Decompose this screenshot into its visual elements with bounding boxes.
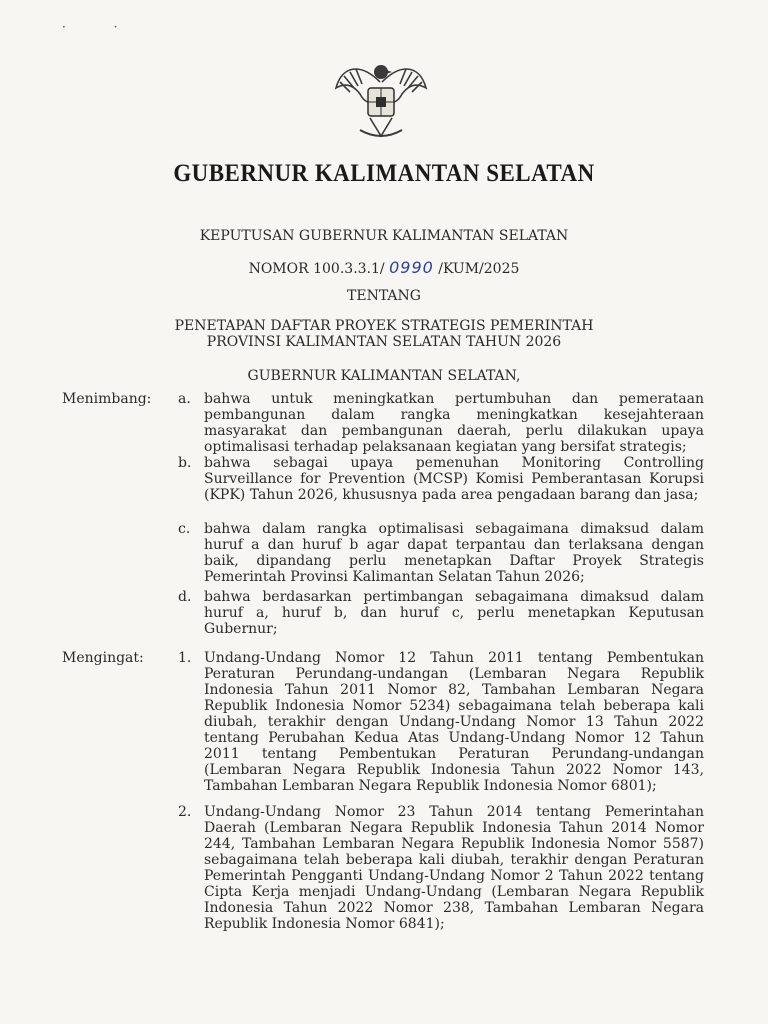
- considering-label: Menimbang:: [62, 391, 152, 407]
- item-marker: d.: [178, 589, 192, 605]
- item-text: bahwa untuk meningkatkan pertumbuhan dan pemerataan pembangunan dalam rangka meningkatkan kesejahteraan masyarakat dan pembangunan daerah, perlu dilakukan upaya optimalisasi terhadap pelaksanaan kegiatan yang bersifat strategis;: [204, 391, 704, 455]
- considering-item: [178, 455, 710, 519]
- item-marker: b.: [178, 455, 192, 471]
- document-title: GUBERNUR KALIMANTAN SELATAN: [173, 160, 595, 187]
- item-text: bahwa sebagai upaya pemenuhan Monitoring Controlling Surveillance for Prevention (MCSP) Komisi Pemberantasan Korupsi (KPK) Tahun 2026, khususnya pada area pengadaan barang dan jasa;: [204, 455, 704, 503]
- item-marker: a.: [178, 391, 191, 407]
- number-prefix: NOMOR 100.3.3.1/: [248, 261, 385, 277]
- recalling-label: Mengingat:: [62, 650, 144, 666]
- item-marker: c.: [178, 521, 191, 537]
- item-text: Undang-Undang Nomor 23 Tahun 2014 tentang Pemerintahan Daerah (Lembaran Negara Republik Indonesia Tahun 2014 Nomor 244, Tambahan Lembaran Negara Republik Indonesia Nomor 5587) sebagaimana telah beberapa kali diubah, terakhir dengan Peraturan Pemerintah Pengganti Undang-Undang Nomor 2 Tahun 2022 tentang Cipta Kerja menjadi Undang-Undang (Lembaran Negara Republik Indonesia Tahun 2022 Nomor 238, Tambahan Lembaran Negara Republik Indonesia Nomor 6841);: [204, 804, 704, 932]
- about-label: TENTANG: [347, 288, 421, 304]
- recalling-item: [178, 650, 710, 796]
- garuda-emblem-icon: [330, 52, 432, 144]
- decree-heading: KEPUTUSAN GUBERNUR KALIMANTAN SELATAN: [199, 228, 569, 244]
- considering-item: [178, 391, 710, 455]
- item-marker: 2.: [178, 804, 192, 820]
- scan-marks: · ·: [62, 20, 140, 34]
- item-text: bahwa berdasarkan pertimbangan sebagaimana dimaksud dalam huruf a, huruf b, dan huruf c, perlu menetapkan Keputusan Gubernur;: [204, 589, 704, 637]
- issuer-line: GUBERNUR KALIMANTAN SELATAN,: [247, 368, 521, 384]
- subject-line-1: PENETAPAN DAFTAR PROYEK STRATEGIS PEMERINTAH: [174, 318, 594, 334]
- number-handwritten: 0990: [389, 258, 434, 277]
- considering-item: [178, 589, 710, 637]
- number-suffix: /KUM/2025: [438, 261, 520, 277]
- subject-line-2: PROVINSI KALIMANTAN SELATAN TAHUN 2026: [206, 334, 562, 350]
- recalling-item: [178, 804, 710, 934]
- decree-number: [0, 258, 768, 277]
- item-text: bahwa dalam rangka optimalisasi sebagaimana dimaksud dalam huruf a dan huruf b agar dapat terpantau dan terlaksana dengan baik, dipandang perlu menetapkan Daftar Proyek Strategis Pemerintah Provinsi Kalimantan Selatan Tahun 2026;: [204, 521, 704, 585]
- item-marker: 1.: [178, 650, 192, 666]
- considering-item: [178, 521, 710, 585]
- item-text: Undang-Undang Nomor 12 Tahun 2011 tentang Pembentukan Peraturan Perundang-undangan (Lembaran Negara Republik Indonesia Tahun 2011 Nomor 82, Tambahan Lembaran Negara Republik Indonesia Nomor 5234) sebagaimana telah beberapa kali diubah, terakhir dengan Undang-Undang Nomor 13 Tahun 2022 tentang Perubahan Kedua Atas Undang-Undang Nomor 12 Tahun 2011 tentang Pembentukan Peraturan Perundang-undangan (Lembaran Negara Republik Indonesia Tahun 2022 Nomor 143, Tambahan Lembaran Negara Republik Indonesia Nomor 6801);: [204, 650, 704, 794]
